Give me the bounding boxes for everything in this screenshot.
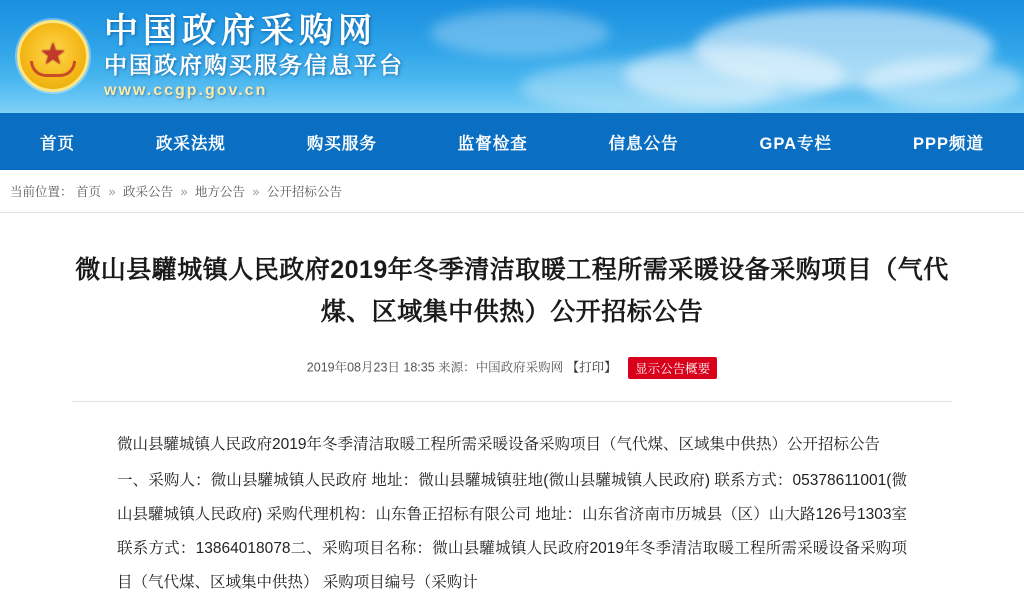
nav-item-supervision[interactable]: 监督检查 [457,134,528,153]
breadcrumb-separator: » [252,185,260,199]
breadcrumb-item-home[interactable]: 首页 [76,185,102,199]
breadcrumb [10,182,342,200]
breadcrumb-separator: » [180,185,188,199]
meta-divider [72,401,952,402]
nav-item-regulations[interactable]: 政采法规 [155,134,226,153]
article-paragraph: 一、采购人：微山县驩城镇人民政府 地址：微山县驩城镇驻地(微山县驩城镇人民政府) 联系方式：05378611001(微山县驩城镇人民政府) 采购代理机构：山东鲁正招标有限公司 地址：山东省济南市历城县（区）山大路126号1303室 联系方式：13864018078二、采购项目名称：微山县驩城镇人民政府2019年冬季清洁取暖工程所需采暖设备采购项目（气代煤、区域集中供热） 采购项目编号（采购计 [117,472,907,591]
nav-item-gpa[interactable]: GPA专栏 [759,134,833,153]
emblem-star: ★ [39,38,67,72]
site-url: www.ccgp.gov.cn [104,82,268,99]
nav-item-purchase-service[interactable]: 购买服务 [306,134,377,153]
source-label: 来源： [438,360,476,375]
nav-item-home[interactable]: 首页 [40,134,75,153]
nav-item-announcements[interactable]: 信息公告 [608,134,679,153]
breadcrumb-separator: » [108,185,116,199]
site-title-secondary: 中国政府购买服务信息平台 [104,52,404,78]
article-paragraph: 微山县驩城镇人民政府2019年冬季清洁取暖工程所需采暖设备采购项目（气代煤、区域集中供热）公开招标公告 [117,436,880,453]
main-navigation [0,113,1024,170]
breadcrumb-bar [0,170,1024,213]
article-card [0,213,1024,607]
source-name: 中国政府采购网 [475,360,564,375]
breadcrumb-prefix: 当前位置： [10,185,73,199]
nav-item-ppp[interactable]: PPP频道 [912,134,984,153]
print-button[interactable]: 【打印】 [566,360,617,375]
article-body [117,428,907,600]
breadcrumb-item-local[interactable]: 地方公告 [194,185,245,199]
site-title-primary: 中国政府采购网 [104,12,377,50]
publish-date: 2019年08月23日 18:35 [306,360,435,375]
site-banner [0,0,1024,113]
show-summary-button[interactable]: 显示公告概要 [628,357,717,379]
breadcrumb-item-announcements[interactable]: 政采公告 [122,185,173,199]
cloud-decoration [864,58,1024,108]
breadcrumb-item-open-tender[interactable]: 公开招标公告 [266,185,342,199]
page-title: 微山县驩城镇人民政府2019年冬季清洁取暖工程所需采暖设备采购项目（气代煤、区域集中供热）公开招标公告 [75,256,949,326]
article-meta [0,357,1024,379]
site-brand[interactable] [104,12,624,100]
page-background [0,213,1024,607]
national-emblem-icon [14,17,92,95]
